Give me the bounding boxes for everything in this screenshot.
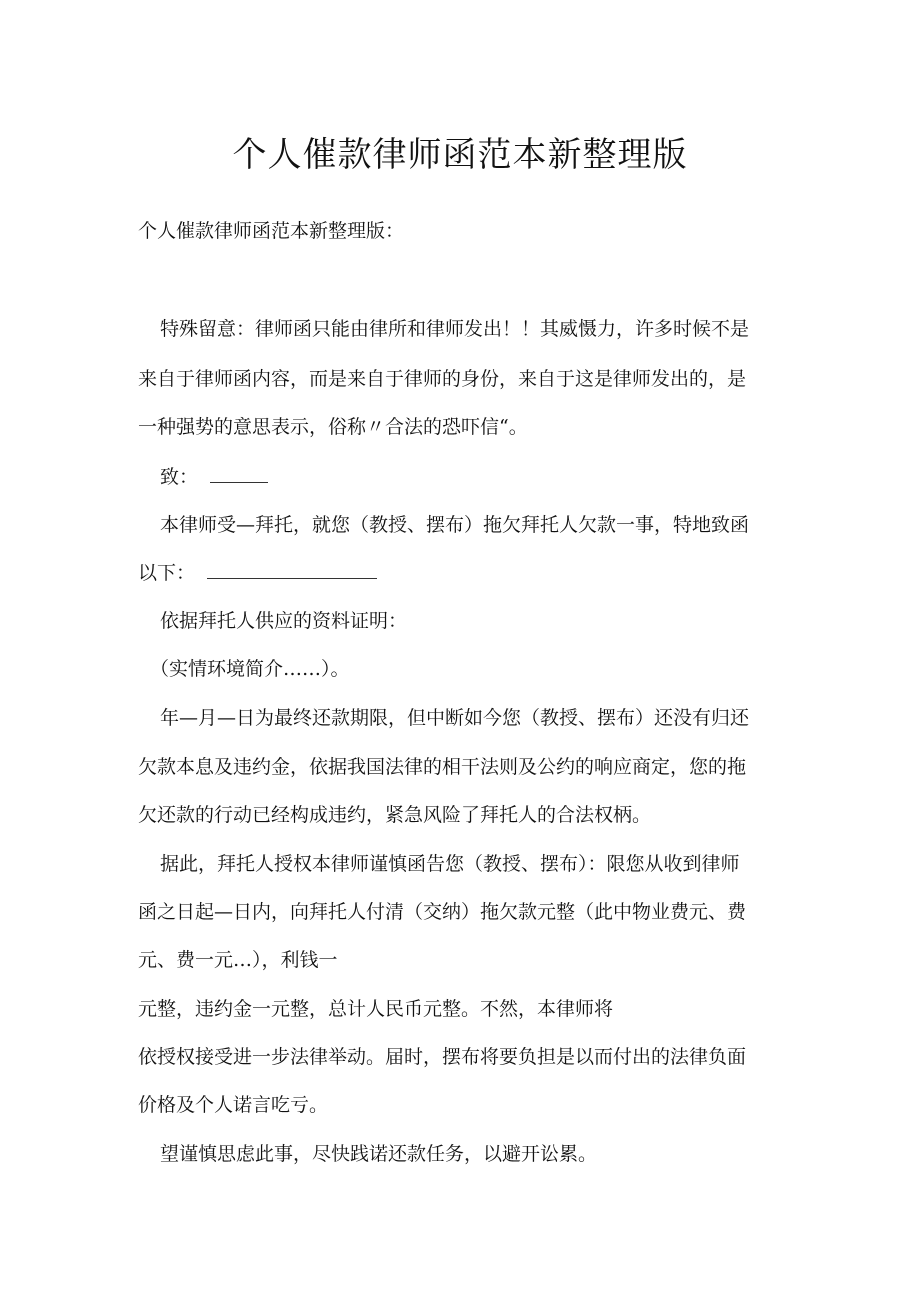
paragraph-line: 据此，拜托人授权本律师谨慎函告您（教授、摆布）：限您从收到律师 — [160, 853, 740, 875]
recipient-blank — [210, 464, 268, 483]
paragraph-line: 一种强势的意思表示，俗称〃合法的恐吓信“。 — [138, 416, 528, 438]
document-title: 个人催款律师函范本新整理版 — [232, 135, 688, 175]
paragraph-text: 以下： — [138, 562, 196, 584]
paragraph-line-with-blank — [138, 558, 377, 588]
paragraph-line: 依授权接受进一步法律举动。届时，摆布将要负担是以而付出的法律负面 — [138, 1046, 747, 1068]
paragraph-line: （实情环境简介……）。 — [150, 658, 350, 680]
content-blank — [207, 560, 377, 579]
paragraph-line: 依据拜托人供应的资料证明： — [160, 610, 408, 632]
paragraph-line: 来自于律师函内容，而是来自于律师的身份，来自于这是律师发出的，是 — [138, 368, 747, 390]
paragraph-line: 元、费一元…），利钱一 — [138, 949, 338, 971]
paragraph-line: 本律师受—拜托，就您（教授、摆布）拖欠拜托人欠款一事，特地致函 — [160, 514, 750, 536]
recipient-line — [160, 462, 268, 492]
recipient-label: 致： — [160, 466, 199, 488]
paragraph-line: 年—月—日为最终还款期限，但中断如今您（教授、摆布）还没有归还 — [160, 707, 750, 729]
paragraph-line: 望谨慎思虑此事，尽快践诺还款任务，以避开讼累。 — [160, 1143, 598, 1165]
paragraph-line: 价格及个人诺言吃亏。 — [138, 1094, 329, 1116]
paragraph-line: 欠款本息及违约金，依据我国法律的相干法则及公约的响应商定，您的拖 — [138, 756, 747, 778]
paragraph-line: 函之日起—日内，向拜托人付清（交纳）拖欠款元整（此中物业费元、费 — [138, 901, 747, 923]
intro-line: 个人催款律师函范本新整理版： — [138, 220, 405, 242]
paragraph-line: 元整，违约金一元整，总计人民币元整。不然，本律师将 — [138, 998, 614, 1020]
paragraph-line: 特殊留意：律师函只能由律所和律师发出！！其威慑力，许多时候不是 — [160, 318, 750, 340]
paragraph-line: 欠还款的行动已经构成违约，紧急风险了拜托人的合法权柄。 — [138, 804, 652, 826]
